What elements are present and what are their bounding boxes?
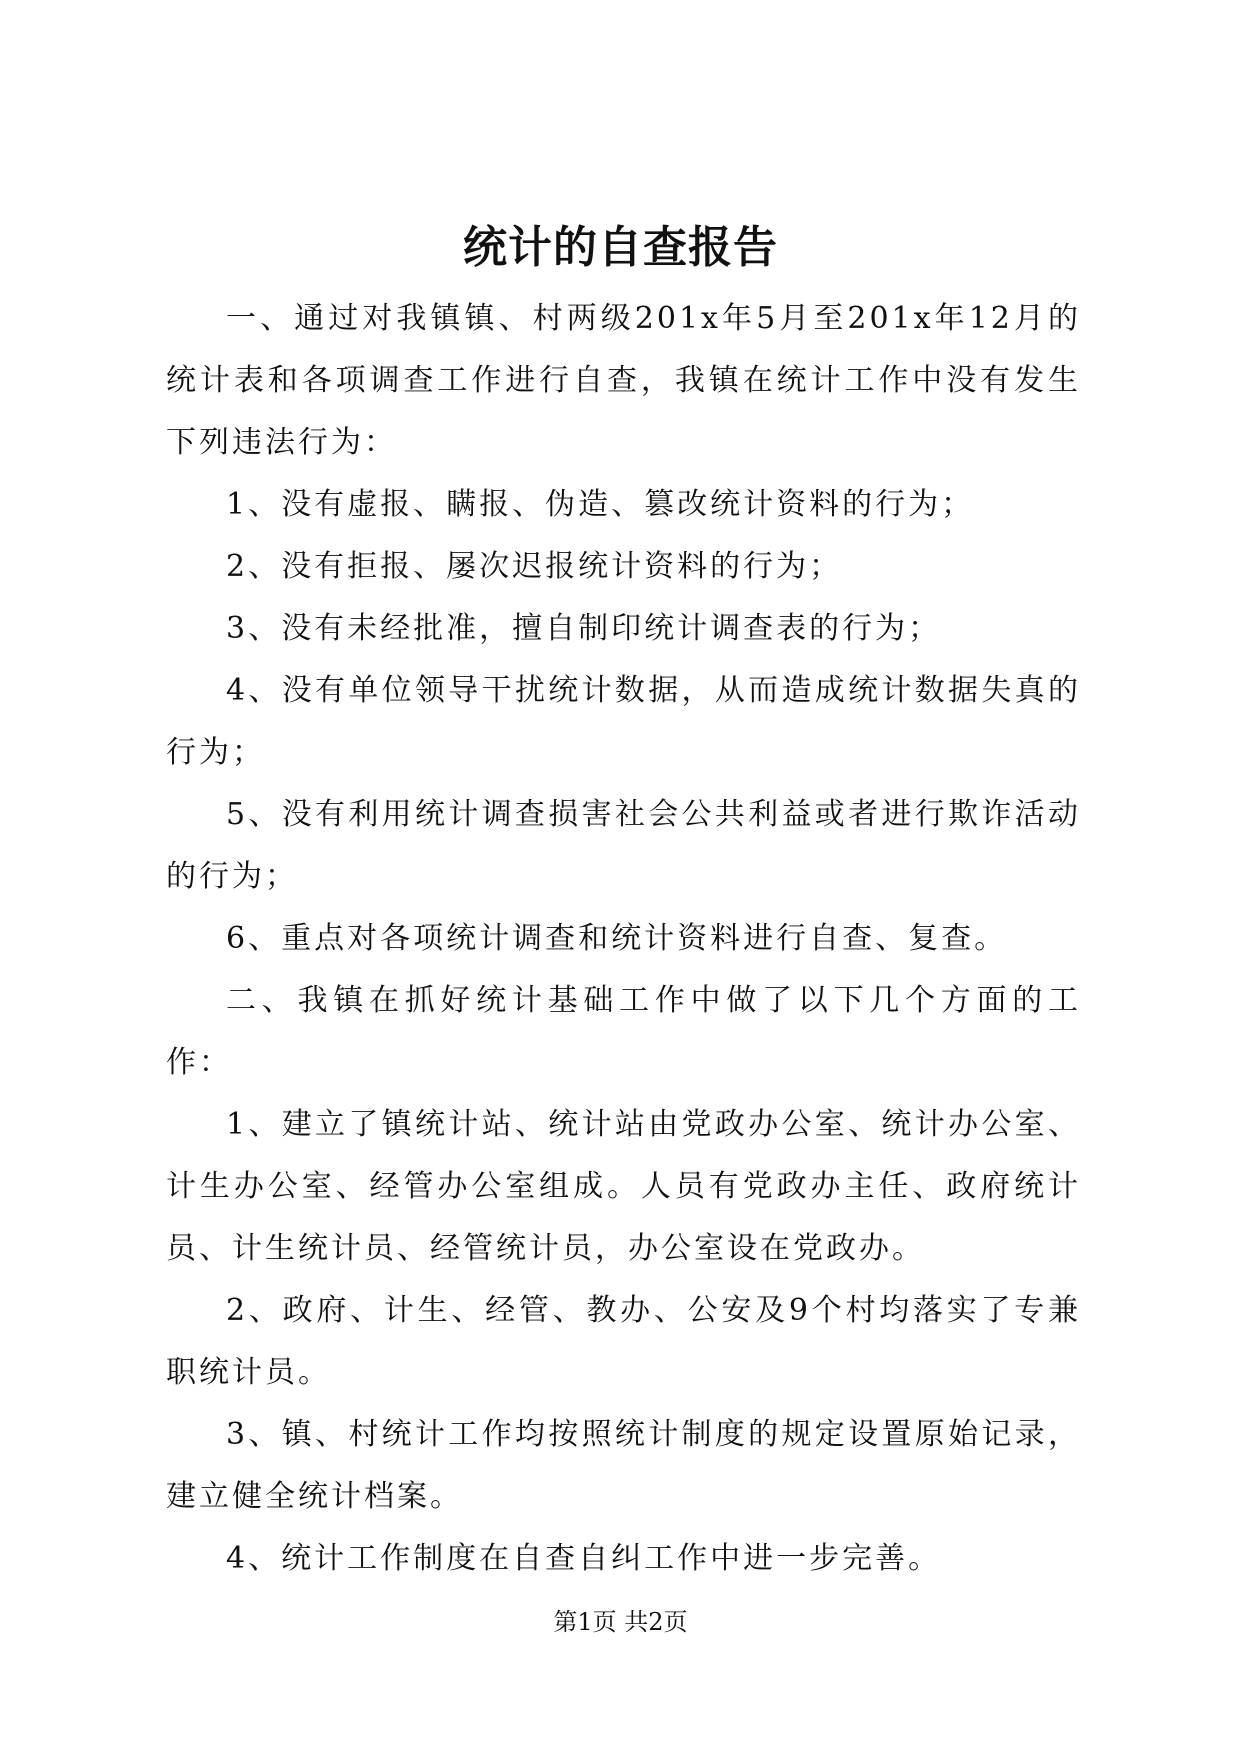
document-body	[166, 288, 1081, 1590]
paragraph-5: 4、没有单位领导干扰统计数据，从而造成统计数据失真的行为；	[166, 673, 1081, 770]
paragraph-4: 3、没有未经批准，擅自制印统计调查表的行为；	[226, 611, 942, 646]
paragraph-9: 1、建立了镇统计站、统计站由党政办公室、统计办公室、计生办公室、经管办公室组成。人员有党政办主任、政府统计员、计生统计员、经管统计员，办公室设在党政办。	[166, 1107, 1081, 1266]
paragraph-1: 一、通过对我镇镇、村两级201x年5月至201x年12月的统计表和各项调查工作进行自查，我镇在统计工作中没有发生下列违法行为：	[166, 301, 1081, 460]
paragraph-6: 5、没有利用统计调查损害社会公共利益或者进行欺诈活动的行为；	[166, 797, 1081, 894]
paragraph-7: 6、重点对各项统计调查和统计资料进行自查、复查。	[226, 921, 1008, 956]
paragraph-10: 2、政府、计生、经管、教办、公安及9个村均落实了专兼职统计员。	[166, 1293, 1081, 1390]
page-number-footer: 第1页 共2页	[553, 1608, 688, 1636]
paragraph-3: 2、没有拒报、屡次迟报统计资料的行为；	[226, 549, 843, 584]
paragraph-11: 3、镇、村统计工作均按照统计制度的规定设置原始记录，建立健全统计档案。	[166, 1417, 1081, 1514]
paragraph-2: 1、没有虚报、瞒报、伪造、篡改统计资料的行为；	[226, 487, 975, 522]
document-title: 统计的自查报告	[463, 222, 778, 273]
paragraph-12: 4、统计工作制度在自查自纠工作中进一步完善。	[226, 1541, 942, 1576]
paragraph-8: 二、我镇在抓好统计基础工作中做了以下几个方面的工作：	[166, 983, 1081, 1080]
